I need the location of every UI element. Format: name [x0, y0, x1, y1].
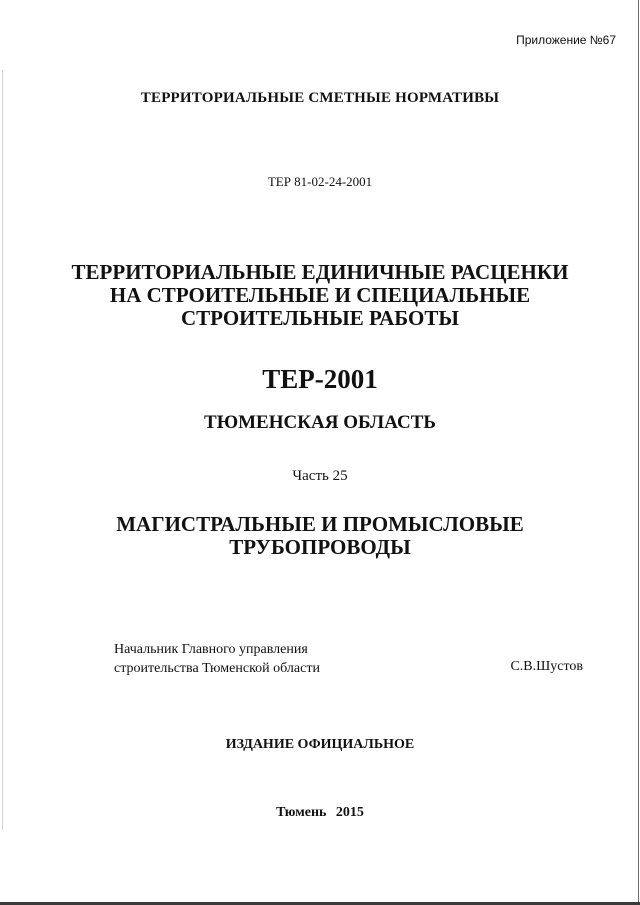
city-year: Тюмень 2015	[276, 805, 364, 820]
region-title: ТЮМЕНСКАЯ ОБЛАСТЬ	[204, 412, 436, 433]
main-title-line: НА СТРОИТЕЛЬНЫЕ И СПЕЦИАЛЬНЫЕ	[109, 283, 531, 307]
signer-position-line: Начальник Главного управления	[114, 642, 308, 657]
document-header: ТЕРРИТОРИАЛЬНЫЕ СМЕТНЫЕ НОРМАТИВЫ	[140, 90, 500, 106]
part-number: Часть 25	[292, 468, 348, 484]
scan-edge-right	[638, 0, 639, 905]
signer-name: С.В.Шустов	[510, 659, 583, 674]
section-title-line: ТРУБОПРОВОДЫ	[229, 535, 411, 559]
edition-label: ИЗДАНИЕ ОФИЦИАЛЬНОЕ	[225, 737, 415, 752]
section-title-line: МАГИСТРАЛЬНЫЕ И ПРОМЫСЛОВЫЕ	[116, 512, 524, 536]
main-title	[0, 261, 640, 330]
signer-position-line: строительства Тюменской области	[114, 661, 320, 676]
ter-title: ТЕР-2001	[262, 364, 378, 394]
main-title-line: СТРОИТЕЛЬНЫЕ РАБОТЫ	[180, 306, 460, 330]
appendix-label: Приложение №67	[516, 33, 616, 47]
document-code: ТЕР 81-02-24-2001	[267, 174, 373, 189]
section-title	[0, 513, 640, 559]
main-title-line: ТЕРРИТОРИАЛЬНЫЕ ЕДИНИЧНЫЕ РАСЦЕНКИ	[71, 260, 569, 284]
signer-position	[114, 640, 320, 678]
